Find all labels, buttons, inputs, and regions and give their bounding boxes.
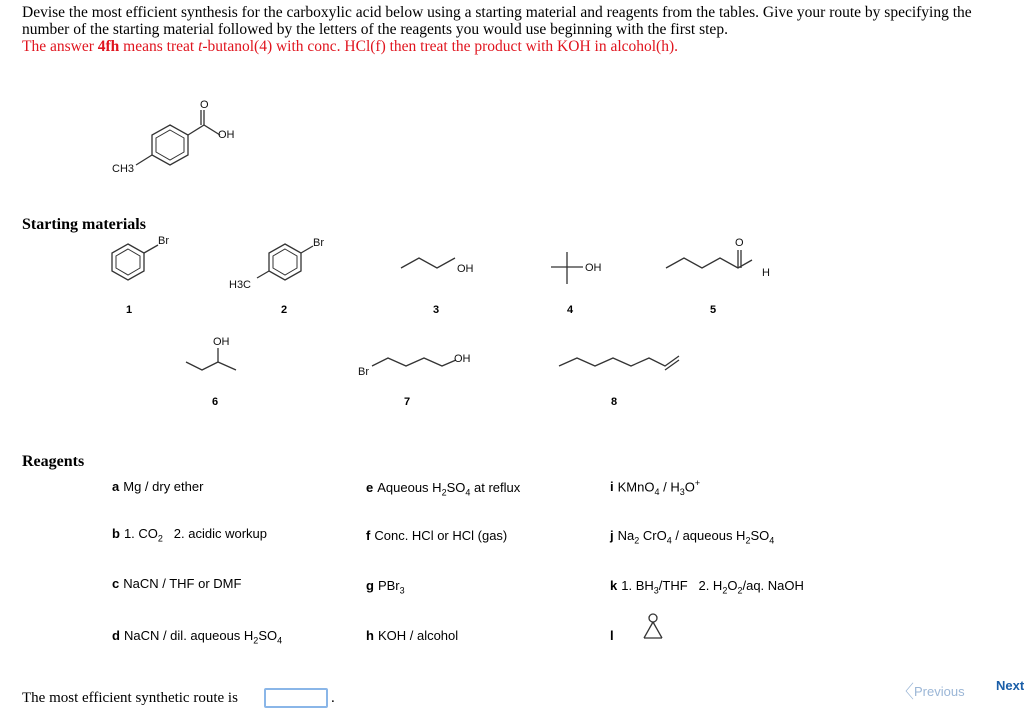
starting-material-number: 2 (281, 304, 288, 316)
starting-material-number: 1 (126, 304, 133, 316)
starting-material-2-structure (225, 232, 335, 294)
reagent-j: j $Na_2$ CrO$_4$ / aqueous $H_2SO_4$ (610, 528, 775, 546)
svg-text:O: O (735, 237, 744, 249)
svg-text:OH: OH (457, 263, 474, 275)
reagent-f: f Conc. HCl or HCl (gas) (366, 528, 508, 543)
reagent-h: h KOH / alcohol (366, 628, 459, 643)
chevron-left-icon: 〈 (896, 682, 914, 702)
starting-material-3-structure (395, 248, 495, 278)
svg-text:OH: OH (213, 336, 230, 348)
answer-input[interactable] (264, 688, 328, 708)
previous-button[interactable]: 〈Previous (896, 682, 965, 702)
reagent-a: a Mg / dry ether (112, 479, 204, 494)
methyl-label: CH3 (112, 163, 135, 175)
starting-material-number: 5 (710, 304, 717, 316)
reagent-e: e Aqueous $H_2SO_4$ at reflux (366, 480, 521, 498)
svg-text:H3C: H3C (229, 279, 252, 291)
target-molecule-structure (100, 90, 250, 185)
hydroxyl-label: OH (218, 129, 235, 141)
starting-material-6-structure (180, 332, 250, 378)
answer-period: . (331, 690, 335, 706)
starting-material-4-structure (545, 248, 615, 290)
reagent-k: k 1. $BH_3$/THF 2. $H_2O_2/aq$. NaOH (610, 578, 804, 596)
starting-material-number: 3 (433, 304, 440, 316)
question-text: Devise the most efficient synthesis for the carboxylic acid below using a starting material and reagents from the tables. Give your route by specifying the number of the starting material followed by the letters of the reagents you would use beginning with the first step. (22, 4, 972, 38)
svg-text:Br: Br (358, 366, 369, 378)
reagents-heading: Reagents (22, 453, 85, 470)
svg-text:Br: Br (313, 237, 324, 249)
epoxide-icon (640, 612, 666, 644)
starting-materials-heading: Starting materials (22, 216, 146, 233)
question-prompt (22, 4, 1022, 55)
reagent-b: b 1. $CO_2$ 2. acidic workup (112, 526, 267, 544)
reagent-c: c NaCN / THF or DMF (112, 576, 242, 591)
reagent-d: d NaCN / dil. aqueous $H_2SO_4$ (112, 628, 283, 646)
reagent-g: g PBr$_3$ (366, 578, 405, 596)
svg-text:Br: Br (158, 235, 169, 247)
starting-material-number: 7 (404, 396, 411, 408)
reagent-i: i KMnO$_4$ / $H_3O^+$ (610, 478, 701, 497)
oxygen-label: O (200, 99, 209, 111)
starting-material-5-structure (660, 232, 780, 282)
starting-material-number: 8 (611, 396, 618, 408)
starting-material-1-structure (100, 232, 180, 292)
svg-text:H: H (762, 267, 770, 279)
benzene-ring (152, 125, 188, 165)
reagent-l: l (610, 628, 614, 643)
svg-text:OH: OH (454, 353, 471, 365)
starting-material-number: 4 (567, 304, 574, 316)
starting-material-8-structure (555, 350, 685, 380)
answer-label: The most efficient synthetic route is (22, 690, 238, 706)
starting-material-7-structure (358, 348, 478, 378)
next-button[interactable]: Next (996, 678, 1024, 693)
example-answer: The answer 4fh means treat t-butanol(4) with conc. HCl(f) then treat the product with KOH in alcohol(h). (22, 38, 679, 55)
svg-text:OH: OH (585, 262, 602, 274)
starting-material-number: 6 (212, 396, 219, 408)
